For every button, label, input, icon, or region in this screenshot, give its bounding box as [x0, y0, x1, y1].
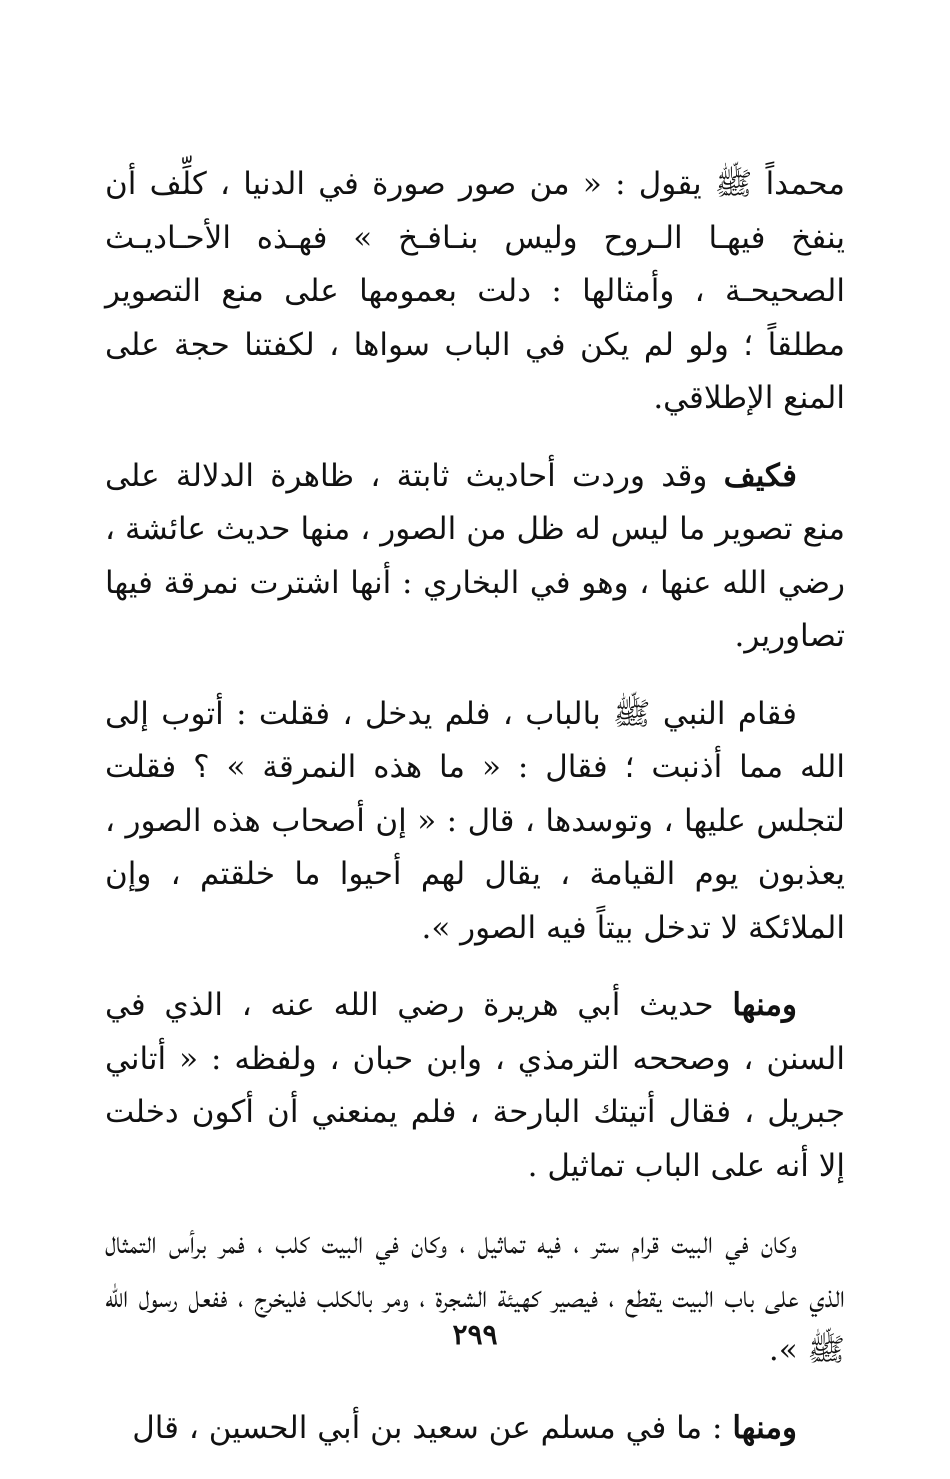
paragraph-4 — [105, 979, 845, 1193]
paragraph-text: وقد وردت أحاديث ثابتة ، ظاهرة الدلالة على منع تصوير ما ليس له ظل من الصور ، منها حديث عائشة ، رضي الله عنها ، وهو في البخاري : أنها اشترت نمرقة فيها تصاورير. — [105, 457, 845, 654]
page-number: ٢٩٩ — [452, 1318, 498, 1351]
paragraph-lead: ومنها — [732, 1409, 797, 1446]
paragraph-text: محمداً ﷺ يقول : « من صور صورة في الدنيا ، كلِّف أن ينفخ فيهـا الـروح وليس بنـافـخ » فهـذه الأحـاديـث الصحيحـة ، وأمثالها : دلت بعمومها على منع التصوير مطلقاً ؛ ولو لم يكن في الباب سواها ، لكفتنا حجة على المنع الإطلاقي. — [105, 166, 845, 416]
paragraph-lead: فكيف — [723, 457, 797, 494]
paragraph-6 — [105, 1402, 845, 1456]
paragraph-3 — [105, 688, 845, 956]
paragraph-lead: ومنها — [732, 987, 797, 1023]
paragraph-1 — [105, 158, 845, 426]
body-text — [105, 158, 845, 1479]
paragraph-text: حديث أبي هريرة رضي الله عنه ، الذي في السنن ، وصححه الترمذي ، وابن حبان ، ولفظه : « أتاني جبريل ، فقال أتيتك البارحة ، فلم يمنعني أن أكون دخلت إلا أنه على الباب تماثيل . — [105, 987, 845, 1184]
paragraph-text: وكان في البيت قرام ستر ، فيه تماثيل ، وكان في البيت كلب ، فمر برأس التمثال الذي على باب البيت يقطع ، فيصير كهيئة الشجرة ، ومر بالكلب فليخرج ، ففعل رسول الله ﷺ ». — [105, 1225, 845, 1368]
paragraph-5 — [105, 1217, 845, 1378]
paragraph-text: فقام النبي ﷺ بالباب ، فلم يدخل ، فقلت : أتوب إلى الله مما أذنبت ؛ فقال : « ما هذه النمرقة » ؟ فقلت لتجلس عليها ، وتوسدها ، قال : « إن أصحاب هذه الصور ، يعذبون يوم القيامة ، يقال لهم أحيوا ما خلقتم ، وإن الملائكة لا تدخل بيتاً فيه الصور ». — [105, 695, 845, 946]
paragraph-text: : ما في مسلم عن سعيد بن أبي الحسين ، قال — [132, 1409, 733, 1446]
paragraph-2 — [105, 450, 845, 664]
